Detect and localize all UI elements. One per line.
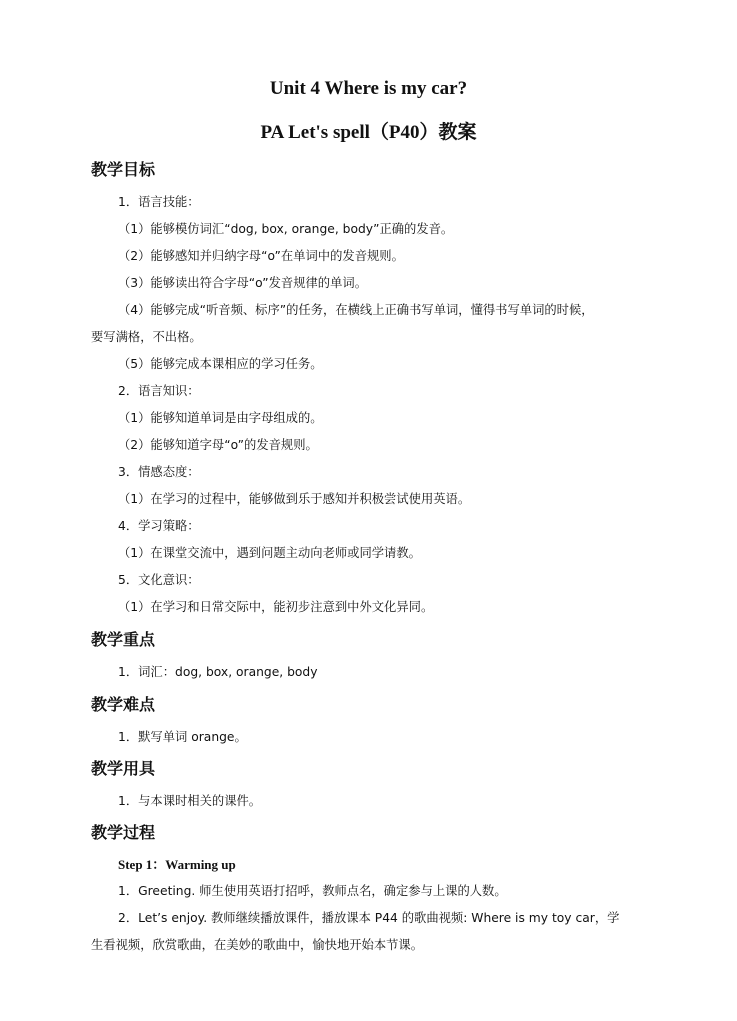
objective-line: （4）能够完成“听音频、标序”的任务，在横线上正确书写单词，懂得书写单词的时候， (118, 303, 594, 317)
step-heading: Step 1：Warming up (118, 857, 236, 872)
objective-line: （3）能够读出符合字母“o”发音规律的单词。 (118, 276, 367, 290)
document-subtitle: PA Let's spell（P40）教案 (260, 122, 477, 143)
objective-line: 4．学习策略： (118, 519, 200, 533)
objective-line: （1）在学习和日常交际中，能初步注意到中外文化异同。 (118, 600, 434, 614)
document-title: Unit 4 Where is my car? (269, 78, 468, 99)
section-heading-objectives: 教学目标 (91, 160, 156, 179)
section-heading-key-points: 教学重点 (91, 630, 156, 649)
objective-line: （1）能够模仿词汇“dog, box, orange, body”正确的发音。 (118, 222, 454, 236)
section-heading-process: 教学过程 (91, 823, 156, 842)
key-point-line: 1．词汇：dog, box, orange, body (118, 665, 318, 679)
process-line: 2．Let’s enjoy. 教师继续播放课件，播放课本 P44 的歌曲视频: Where is my toy car，学 (118, 911, 620, 925)
objective-line: （5）能够完成本课相应的学习任务。 (118, 357, 323, 371)
objective-line: （1）在学习的过程中，能够做到乐于感知并积极尝试使用英语。 (118, 492, 471, 506)
objective-line: 5．文化意识： (118, 573, 200, 587)
objective-line: 1．语言技能： (118, 195, 200, 209)
objective-line: （2）能够感知并归纳字母“o”在单词中的发音规则。 (118, 249, 404, 263)
process-line: 1．Greeting. 师生使用英语打招呼，教师点名，确定参与上课的人数。 (118, 884, 507, 898)
section-heading-tools: 教学用具 (91, 759, 156, 778)
objective-line: 3．情感态度： (118, 465, 200, 479)
objective-line: 要写满格，不出格。 (91, 330, 202, 344)
objective-line: （1）在课堂交流中，遇到问题主动向老师或同学请教。 (118, 546, 421, 560)
process-line: 生看视频，欣赏歌曲，在美妙的歌曲中，愉快地开始本节课。 (91, 938, 424, 952)
objective-line: （1）能够知道单词是由字母组成的。 (118, 411, 323, 425)
objective-line: （2）能够知道字母“o”的发音规则。 (118, 438, 318, 452)
tools-line: 1．与本课时相关的课件。 (118, 794, 262, 808)
objective-line: 2．语言知识： (118, 384, 200, 398)
difficulty-line: 1．默写单词 orange。 (118, 730, 247, 744)
section-heading-difficulties: 教学难点 (91, 695, 156, 714)
